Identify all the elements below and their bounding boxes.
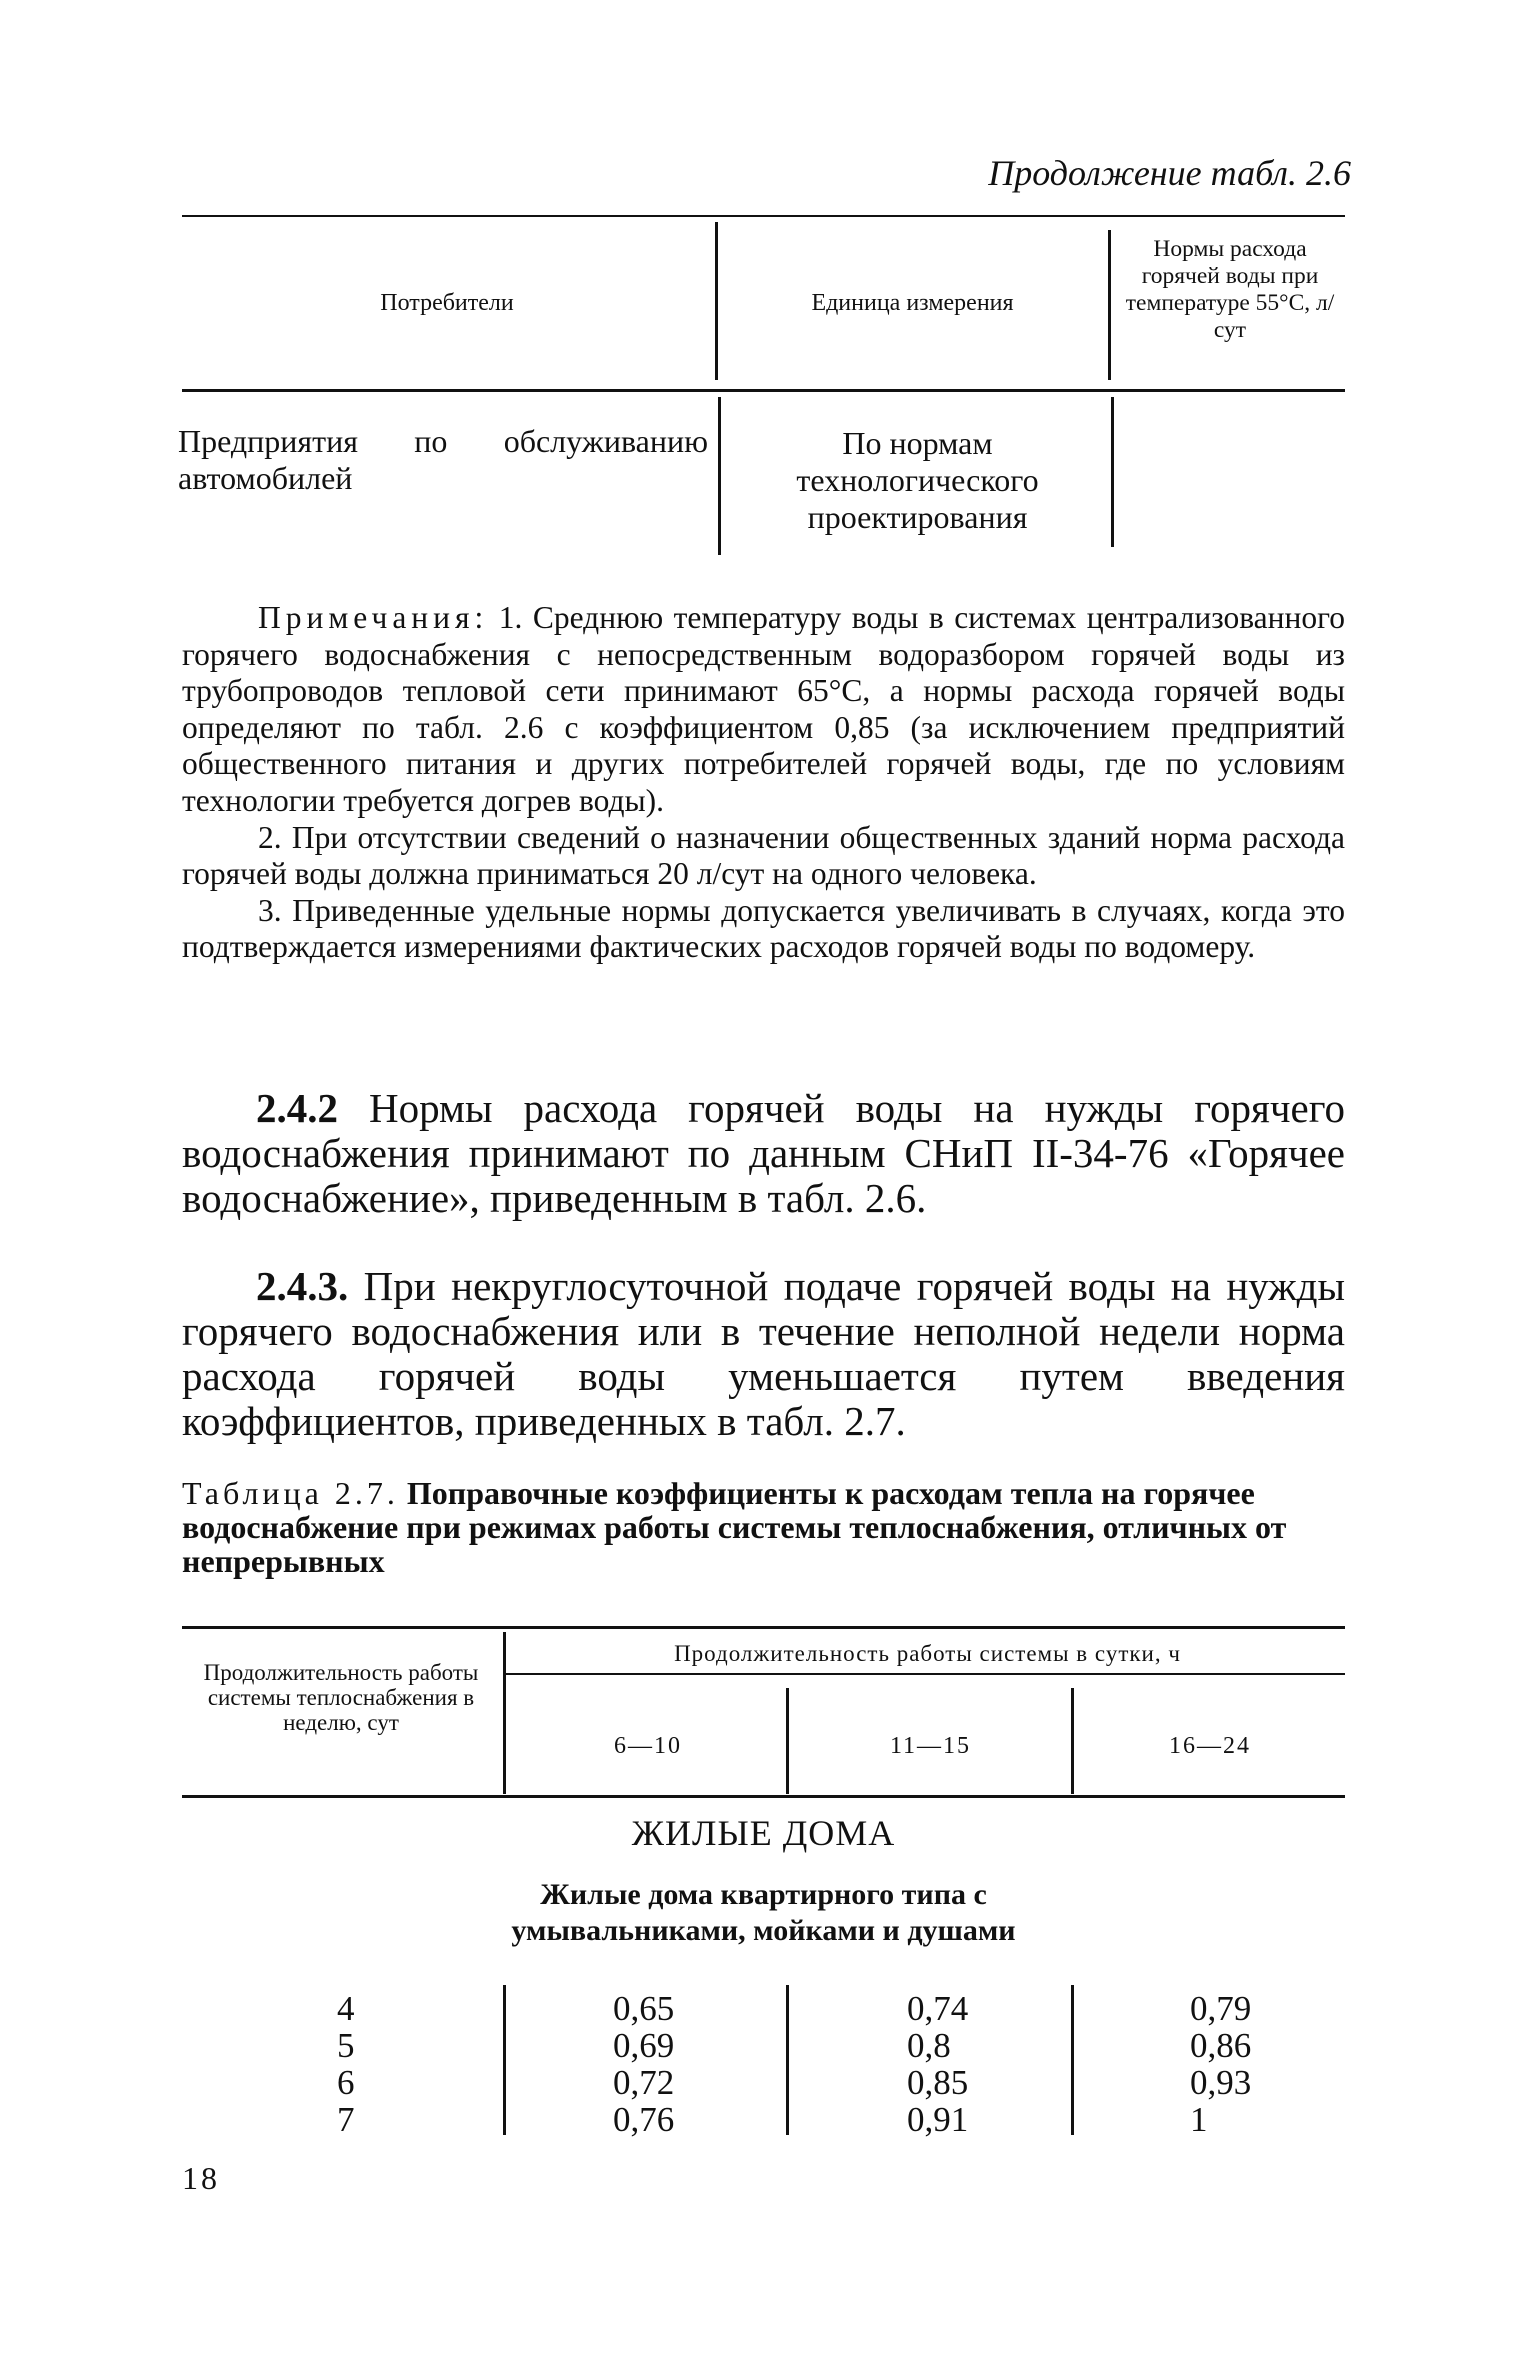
- section-title: ЖИЛЫЕ ДОМА: [631, 1813, 896, 1853]
- clause-text: При некруглосуточной подаче горячей воды на нужды горячего водоснабжения или в течение неполной недели норма расхода горячей воды уменьшается путем введения коэффициентов, приведенных в табл. 2.7.: [182, 1263, 1345, 1444]
- column-header-consumers: Потребители: [380, 290, 514, 316]
- column-16-24-values: [1190, 1990, 1251, 2138]
- table-header-rule: [182, 389, 1345, 392]
- notes-block: [182, 600, 1345, 966]
- clause-number: 2.4.2: [256, 1085, 338, 1131]
- table-cell: 4: [337, 1989, 355, 2028]
- column-divider: [1111, 397, 1114, 547]
- caption-label: Таблица 2.7.: [182, 1475, 399, 1511]
- table-2-7-caption: [182, 1476, 1345, 1578]
- column-days: [337, 1990, 355, 2138]
- clause-number: 2.4.3.: [256, 1263, 349, 1309]
- column-divider: [715, 222, 718, 380]
- table-cell: 0,8: [907, 2026, 951, 2065]
- table-cell: 5: [337, 2026, 355, 2065]
- column-header-6-10: 6—10: [614, 1733, 682, 1759]
- column-header-11-15: 11—15: [889, 1733, 972, 1759]
- column-divider: [1071, 1985, 1074, 2135]
- note-1-text: 1. Среднюю температуру воды в системах централизованного горячего водоснабжения с непосредственным водоразбором горячей воды из трубопроводов тепловой сети принимают 65°С, а нормы расхода горячей воды определяют по табл. 2.6 с коэффициентом 0,85 (за исключением предприятий общественного питания и других потребителей горячей воды, где по условиям технологии требуется догрев воды).: [182, 600, 1345, 818]
- clause-2-4-3: [182, 1264, 1345, 1444]
- subsection-title: Жилые дома квартирного типа с умывальниками, мойками и душами: [511, 1878, 1016, 1947]
- clause-text: Нормы расхода горячей воды на нужды горячего водоснабжения принимают по данным СНиП II-34-76 «Горячее водоснабжение», приведенным в табл. 2.6.: [182, 1085, 1345, 1221]
- table-cell: 0,72: [613, 2063, 675, 2102]
- table-header-rule: [182, 1795, 1345, 1798]
- column-11-15-values: [907, 1990, 968, 2138]
- table-cell: 0,85: [907, 2063, 969, 2102]
- table-cell: 0,65: [613, 1989, 675, 2028]
- table-cell-consumer: Предприятия по обслуживанию автомобилей: [178, 423, 708, 496]
- column-divider: [786, 1985, 789, 2135]
- table-cell: 0,74: [907, 1989, 969, 2028]
- column-divider: [718, 397, 721, 555]
- table-cell: 0,79: [1190, 1989, 1252, 2028]
- caption-text: Поправочные коэффициенты к расходам тепла на горячее водоснабжение при режимах работы системы теплоснабжения, отличных от непрерывных: [182, 1475, 1287, 1579]
- table-cell: 6: [337, 2063, 355, 2102]
- note-1: [182, 600, 1345, 820]
- note-3: 3. Приведенные удельные нормы допускается увеличивать в случаях, когда это подтверждается измерениями фактических расходов горячей воды по водомеру.: [182, 892, 1345, 965]
- table-top-rule: [182, 1626, 1345, 1629]
- column-header-norm: Нормы расхода горячей воды при температуре 55°С, л/сут: [1125, 236, 1335, 343]
- table-top-rule: [182, 215, 1345, 217]
- clause-2-4-2: [182, 1086, 1345, 1221]
- table-cell: 0,76: [613, 2100, 675, 2139]
- notes-label: Примечания:: [258, 600, 489, 635]
- group-header-rule: [503, 1673, 1345, 1675]
- table-cell: 7: [337, 2100, 355, 2139]
- column-divider: [786, 1688, 789, 1794]
- column-header-16-24: 16—24: [1169, 1733, 1251, 1759]
- table-cell: 0,91: [907, 2100, 969, 2139]
- table-cell: 0,69: [613, 2026, 675, 2065]
- column-divider: [503, 1985, 506, 2135]
- page-number: 18: [182, 2160, 220, 2196]
- column-6-10-values: [613, 1990, 674, 2138]
- note-2: 2. При отсутствии сведений о назначении общественных зданий норма расхода горячей воды должна приниматься 20 л/сут на одного человека.: [182, 819, 1345, 892]
- group-header-hours: Продолжительность работы системы в сутки, ч: [674, 1641, 1181, 1666]
- table-cell-unit: По нормам технологического проектирования: [796, 425, 1039, 535]
- continuation-title: Продолжение табл. 2.6: [988, 153, 1351, 193]
- column-header-unit: Единица измерения: [811, 290, 1014, 316]
- column-divider: [1108, 230, 1111, 380]
- row-header-days: Продолжительность работы системы теплоснабжения в неделю, сут: [203, 1660, 479, 1735]
- column-divider: [1071, 1688, 1074, 1794]
- table-cell: 1: [1190, 2100, 1208, 2139]
- table-cell: 0,86: [1190, 2026, 1252, 2065]
- column-divider: [503, 1632, 506, 1794]
- table-cell: 0,93: [1190, 2063, 1252, 2102]
